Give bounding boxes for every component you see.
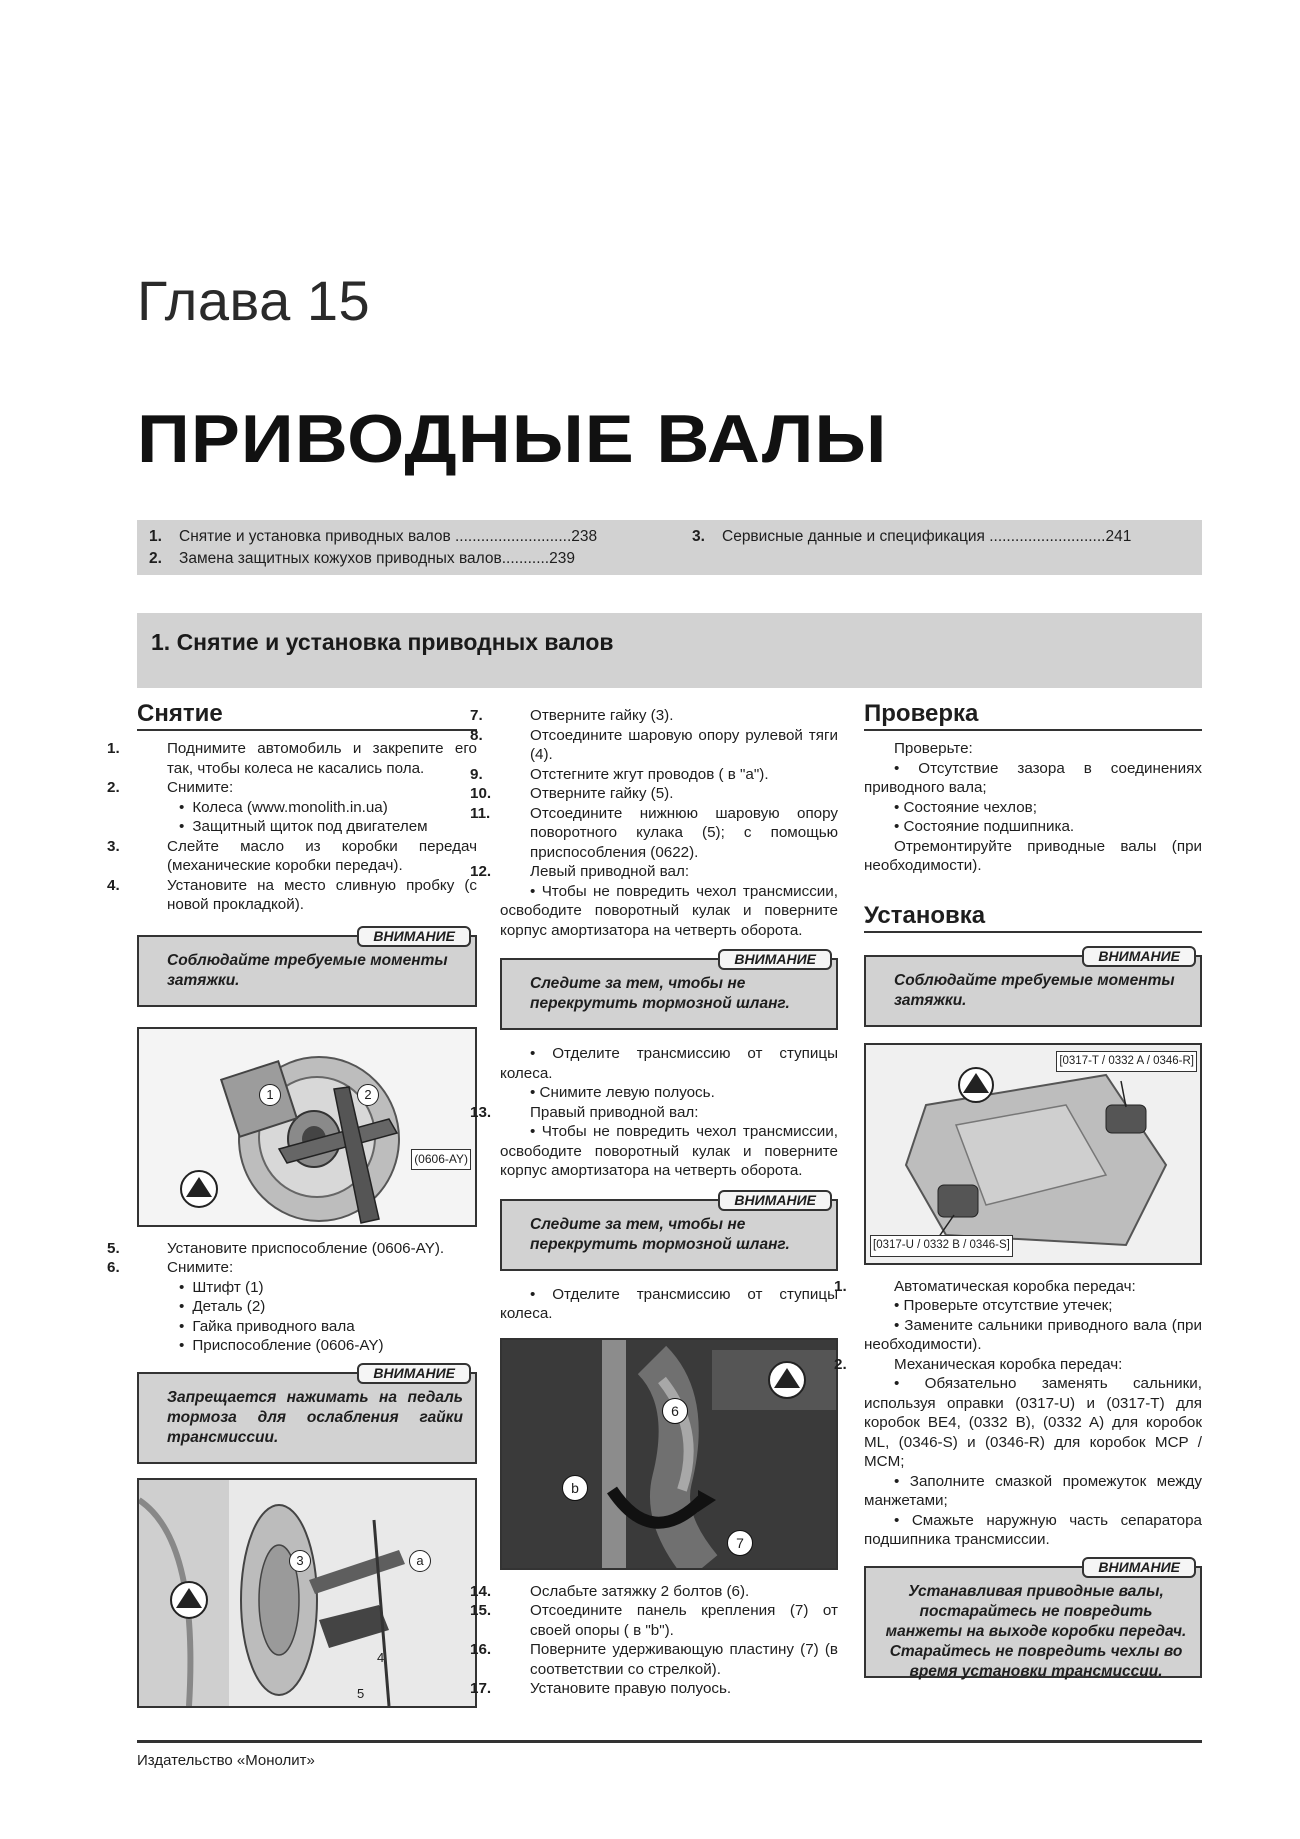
bullet: • Чтобы не повредить чехол трансмиссии, освободите поворотный кулак и поверните корпус амортизатора на четверть оборота. — [500, 882, 838, 939]
warning-tag: ВНИМАНИЕ — [718, 949, 832, 970]
warning-tag: ВНИМАНИЕ — [1082, 946, 1196, 967]
step-text: Установите правую полуось. — [530, 1680, 732, 1697]
table-of-contents — [137, 520, 1202, 575]
warning-text: Запрещается нажимать на педаль тормоза для ослабления гайки трансмиссии. — [167, 1388, 463, 1446]
bullet: • Гайка приводного вала — [137, 1317, 477, 1337]
toc-page: 241 — [1105, 528, 1132, 545]
step-text: Снимите: — [167, 779, 234, 796]
step-10 — [470, 784, 838, 804]
install-step-2 — [834, 1355, 1202, 1375]
warning-box — [864, 947, 1202, 1027]
step-4 — [107, 876, 477, 915]
column-left — [107, 700, 477, 1720]
section-header — [137, 613, 1202, 688]
bullet: • Отделите трансмиссию от ступицы колеса. — [500, 1045, 838, 1082]
step-num: 14. — [470, 1582, 492, 1600]
bullet-text: Проверьте отсутствие утечек; — [903, 1297, 1113, 1314]
tool-label-top: [0317-T / 0332 A / 0346-R] — [1056, 1051, 1197, 1073]
warning-tag: ВНИМАНИЕ — [357, 926, 471, 947]
bullet: • Колеса (www.monolith.in.ua) — [137, 798, 477, 818]
step-num: 2. — [834, 1355, 847, 1373]
step-11 — [470, 804, 838, 863]
step-text: Снимите: — [167, 1259, 234, 1276]
toc-item[interactable] — [149, 528, 597, 546]
warning-box — [137, 927, 477, 1007]
step-num: 5. — [107, 1239, 120, 1257]
warning-text: Соблюдайте требуемые моменты затяжки. — [167, 951, 448, 989]
bullet-text: Отделите трансмиссию от ступицы колеса. — [500, 1285, 838, 1322]
section-title: 1. Снятие и установка приводных валов — [151, 629, 614, 655]
step-8 — [470, 726, 838, 765]
callout-5: 5 — [357, 1685, 365, 1701]
step-num: 8. — [470, 726, 483, 744]
callout-7: 7 — [727, 1530, 753, 1556]
joint-illustration — [139, 1480, 475, 1706]
page-title: ПРИВОДНЫЕ ВАЛЫ — [137, 401, 888, 477]
step-12 — [470, 862, 838, 882]
callout-4: 4 — [377, 1649, 385, 1665]
toc-page: 238 — [571, 528, 598, 545]
transmission-illustration — [866, 1045, 1200, 1263]
bullet-text: Замените сальники приводного вала (при необходимости). — [864, 1316, 1202, 1353]
figure-brake-hub — [137, 1027, 477, 1227]
step-17 — [470, 1679, 838, 1699]
step-num: 17. — [470, 1680, 492, 1697]
step-9 — [470, 765, 838, 785]
step-text: Механическая коробка передач: — [894, 1355, 1123, 1373]
step-2 — [107, 778, 477, 798]
step-14 — [470, 1582, 838, 1602]
step-6 — [107, 1258, 477, 1278]
step-text: Установите на место сливную пробку (с новой прокладкой). — [167, 876, 477, 913]
step-text: Правый приводной вал: — [530, 1103, 699, 1121]
step-15 — [470, 1601, 838, 1640]
bullet: • Снимите левую полуось. — [530, 1084, 715, 1101]
bullet-text: Смажьте наружную часть сепаратора подшипника трансмиссии. — [864, 1511, 1202, 1548]
hub-illustration — [139, 1029, 475, 1225]
callout-a: a — [409, 1550, 431, 1572]
step-16 — [470, 1640, 838, 1679]
toc-num: 3. — [692, 528, 705, 545]
step-num: 9. — [470, 765, 483, 783]
heading-removal: Снятие — [137, 700, 477, 731]
figure-steering-joint — [137, 1478, 477, 1708]
step-text: Левый приводной вал: — [530, 863, 690, 880]
bullet: • Обязательно заменять сальники, используя оправки (0317-U) и (0317-T) для коробок BE4, (0332 B), (0332 A) для коробок ML, (0346-S) и (0346-R) для коробок MCP / MCM; — [864, 1375, 1202, 1470]
toc-text: Замена защитных кожухов приводных валов........... — [179, 550, 550, 567]
step-1 — [107, 739, 477, 778]
step-text: Отверните гайку (3). — [530, 707, 674, 724]
step-text: Отверните гайку (5). — [530, 785, 674, 802]
chapter-label: Глава 15 — [137, 269, 371, 332]
step-num: 13. — [470, 1103, 492, 1121]
bullet-text: Обязательно заменять сальники, используя оправки (0317-U) и (0317-T) для коробок BE4, (0332 B), (0332 A) для коробок ML, (0346-S) и (0346-R) для коробок MCP / MCM; — [864, 1375, 1202, 1470]
callout-1: 1 — [259, 1084, 281, 1106]
toc-item[interactable] — [692, 528, 1131, 546]
step-num: 6. — [107, 1259, 120, 1276]
bullet: • Замените сальники приводного вала (при необходимости). — [864, 1316, 1202, 1353]
bullet-text: Состояние подшипника. — [903, 818, 1075, 835]
step-num: 11. — [470, 804, 491, 822]
warning-tag: ВНИМАНИЕ — [1082, 1557, 1196, 1578]
driveshaft-photo — [502, 1340, 836, 1568]
bullet: • Проверьте отсутствие утечек; — [894, 1297, 1113, 1314]
warning-text: Устанавливая приводные валы, постарайтесь не повредить манжеты на выходе коробки передач. Старайтесь не повредить чехлы во время установки трансмиссии. — [885, 1582, 1187, 1680]
step-num: 4. — [107, 876, 120, 894]
step-text: Установите приспособление (0606-AY). — [167, 1239, 445, 1257]
toc-text: Снятие и установка приводных валов ........................... — [179, 528, 572, 545]
step-text: Поднимите автомобиль и закрепите его так, чтобы колеса не касались пола. — [167, 740, 477, 777]
callout-b: b — [562, 1475, 588, 1501]
step-3 — [107, 837, 477, 876]
toc-num: 1. — [149, 528, 162, 545]
figure-driveshaft — [500, 1338, 838, 1570]
bullet-text: Заполните смазкой промежуток между манжетами; — [864, 1472, 1202, 1509]
column-middle — [470, 706, 838, 1699]
warning-tag: ВНИМАНИЕ — [357, 1363, 471, 1384]
step-num: 12. — [470, 863, 492, 880]
step-text: Ослабьте затяжку 2 болтов (6). — [530, 1582, 750, 1600]
bullet: • Чтобы не повредить чехол трансмиссии, освободите поворотный кулак и поверните корпус амортизатора на четверть оборота. — [500, 1123, 838, 1179]
bullet: • Отсутствие зазора в соединениях приводного вала; — [864, 759, 1202, 796]
warning-box — [500, 1191, 838, 1271]
bullet: • Состояние подшипника. — [894, 818, 1075, 835]
callout-2: 2 — [357, 1084, 379, 1106]
bullet: • Состояние чехлов; — [894, 798, 1037, 816]
bullet: • Заполните смазкой промежуток между манжетами; — [864, 1472, 1202, 1509]
step-num: 1. — [834, 1277, 847, 1295]
toc-text: Сервисные данные и спецификация ........................... — [722, 528, 1106, 545]
publisher-footer: Издательство «Монолит» — [137, 1752, 315, 1769]
figure-transmission — [864, 1043, 1202, 1265]
bullet-text: Отсутствие зазора в соединениях приводного вала; — [864, 759, 1202, 796]
bullet: • Отделите трансмиссию от ступицы колеса. — [500, 1285, 838, 1322]
step-text: Отсоедините нижнюю шаровую опору поворотного кулака (5); с помощью приспособления (0622). — [530, 804, 838, 861]
warning-text: Следите за тем, чтобы не перекрутить тормозной шланг. — [530, 975, 790, 1012]
bullet: • Защитный щиток под двигателем — [137, 817, 477, 837]
warning-text: Следите за тем, чтобы не перекрутить тормозной шланг. — [530, 1215, 790, 1253]
toc-page: 239 — [549, 550, 575, 567]
heading-check: Проверка — [864, 700, 1202, 731]
callout-3: 3 — [289, 1550, 311, 1572]
bullet-text: Чтобы не повредить чехол трансмиссии, освободите поворотный кулак и поверните корпус амортизатора на четверть оборота. — [500, 882, 838, 939]
warning-box — [500, 951, 838, 1030]
step-text: Отстегните жгут проводов ( в "a"). — [530, 765, 769, 783]
step-text: Отсоедините панель крепления (7) от своей опоры ( в "b"). — [530, 1602, 838, 1639]
toc-num: 2. — [149, 550, 162, 567]
step-text: Слейте масло из коробки передач (механические коробки передач). — [167, 837, 477, 874]
warning-text: Соблюдайте требуемые моменты затяжки. — [894, 971, 1175, 1009]
step-num: 7. — [470, 707, 483, 724]
bullet-text: Отделите трансмиссию от ступицы колеса. — [500, 1045, 838, 1082]
bullet: • Приспособление (0606-AY) — [137, 1336, 477, 1356]
tool-label-bottom: [0317-U / 0332 B / 0346-S] — [870, 1235, 1013, 1257]
column-right — [834, 700, 1202, 1690]
bullet-text: Снимите левую полуось. — [539, 1084, 715, 1101]
bullet: • Деталь (2) — [137, 1297, 477, 1317]
step-7 — [470, 706, 838, 726]
step-num: 15. — [470, 1602, 492, 1619]
bullet-text: Состояние чехлов; — [903, 798, 1037, 816]
check-repair: Отремонтируйте приводные валы (при необходимости). — [864, 837, 1202, 874]
step-num: 1. — [107, 740, 120, 757]
step-text: Отсоедините шаровую опору рулевой тяги (4). — [530, 726, 838, 763]
warning-box — [864, 1558, 1202, 1680]
tool-label: (0606-AY) — [411, 1149, 471, 1171]
callout-6: 6 — [662, 1398, 688, 1424]
bullet: • Штифт (1) — [137, 1278, 477, 1298]
step-num: 3. — [107, 837, 120, 855]
warning-tag: ВНИМАНИЕ — [718, 1190, 832, 1211]
step-text: Поверните удерживающую пластину (7) (в соответствии со стрелкой). — [530, 1641, 838, 1678]
step-num: 2. — [107, 779, 120, 796]
heading-install: Установка — [864, 902, 1202, 933]
check-intro: Проверьте: — [894, 740, 973, 757]
step-5 — [107, 1239, 477, 1259]
step-num: 10. — [470, 785, 492, 802]
toc-item[interactable] — [149, 550, 575, 568]
step-13 — [470, 1103, 838, 1123]
warning-box — [137, 1364, 477, 1464]
install-step-1 — [834, 1277, 1202, 1297]
bullet-text: Чтобы не повредить чехол трансмиссии, освободите поворотный кулак и поверните корпус амортизатора на четверть оборота. — [500, 1123, 838, 1179]
step-num: 16. — [470, 1641, 492, 1658]
footer-divider — [137, 1740, 1202, 1743]
step-text: Автоматическая коробка передач: — [894, 1277, 1136, 1295]
bullet: • Смажьте наружную часть сепаратора подшипника трансмиссии. — [864, 1511, 1202, 1548]
